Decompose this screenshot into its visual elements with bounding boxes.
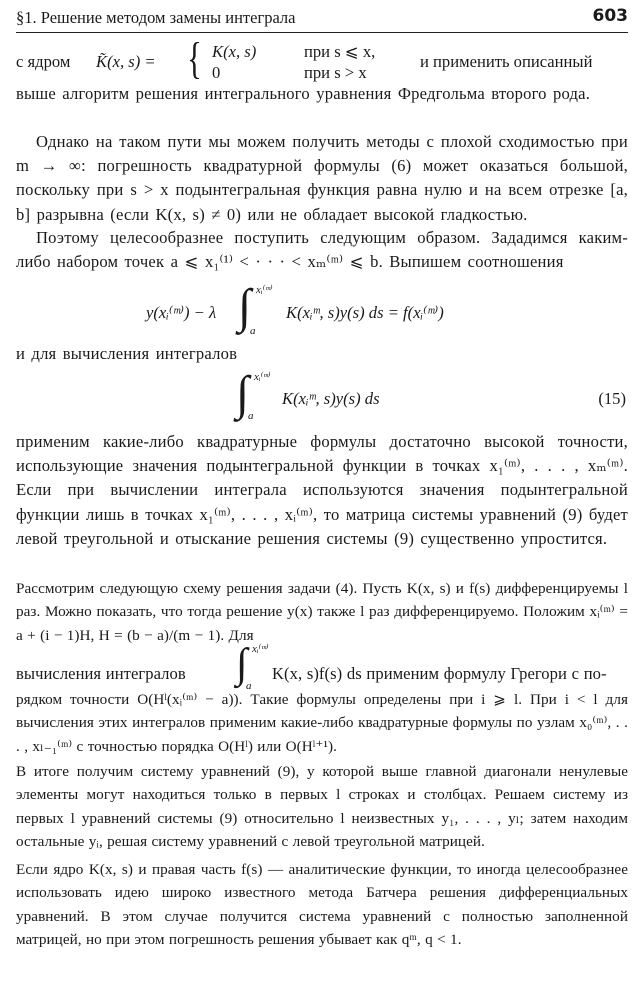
integral-sign: ∫ bbox=[238, 280, 252, 333]
section-title: §1. Решение методом замены интеграла bbox=[16, 8, 296, 27]
eq2-upper-limit: xᵢ⁽ᵐ⁾ bbox=[254, 371, 271, 383]
small-paragraph-scheme: Рассмотрим следующую схему решения задачи (4). Пусть K(x, s) и f(s) дифференцируемы l раз. Можно показать, что тогда решение y(x) также l раз дифференцируемо. Положим xᵢ⁽ᵐ⁾ = a + (i − 1)H, H = (b − a)/(m − 1). Для bbox=[16, 580, 628, 644]
small-int-upper: xᵢ⁽ᵐ⁾ bbox=[252, 643, 269, 655]
integral-sign: ∫ bbox=[236, 641, 248, 687]
kernel-prefix: с ядром bbox=[16, 52, 71, 71]
kernel-suffix: и применить описанный bbox=[420, 52, 593, 71]
eq2-lower-limit: a bbox=[248, 410, 254, 422]
case1-cond: при s ⩽ x, bbox=[304, 42, 376, 61]
kernel-lhs: K̃(x, s) = bbox=[96, 52, 156, 71]
eq1-lhs: y(xᵢ⁽ᵐ⁾) − λ bbox=[146, 303, 217, 322]
small-paragraph-system: В итоге получим систему уравнений (9), у которой выше главной диагонали ненулевые элементы могут находиться только в первых l строках и столбцах. Решаем систему из первых l уравнений системы (9) относительно l неизвестных y₁, . . . , yₗ; затем находим остальные yᵢ, решая систему уравнений с левой треугольной матрицей. bbox=[16, 763, 628, 850]
small-int-integrand: K(x, s)f(s) ds применим формулу Грегори с по- bbox=[272, 664, 607, 683]
small-int-prefix: вычисления интегралов bbox=[16, 664, 186, 683]
paragraph-procedure: Поэтому целесообразнее поступить следующим образом. Зададимся каким-либо набором точек a ⩽ x₁⁽¹⁾ < · · · < xₘ⁽ᵐ⁾ ⩽ b. Выпишем соотношения bbox=[16, 228, 628, 272]
eq2-integrand: K(xᵢᵐ, s)y(s) ds bbox=[282, 389, 380, 408]
paragraph-convergence: Однако на таком пути мы можем получить методы с плохой сходимостью при m → ∞: погрешность квадратурной формулы (6) может оказаться большой, поскольку при s > x подынтегральная функция равна нулю и на всем отрезке [a, b] разрывна (если K(x, s) ≠ 0) или не обладает высокой гладкостью. bbox=[16, 132, 628, 224]
case2-expr: 0 bbox=[212, 63, 221, 82]
small-paragraph-gregory: рядком точности O(Hˡ(xᵢ⁽ᵐ⁾ − a)). Такие формулы определены при i ⩾ l. При i < l для вычисления этих интегралов применим какие-либо квадратурные формулы по узлам x₀⁽ᵐ⁾, . . . , xₗ₋₁⁽ᵐ⁾ с точностью порядка O(Hˡ) или O(Hˡ⁺¹). bbox=[16, 691, 628, 755]
small-int-lower: a bbox=[246, 680, 252, 692]
small-paragraph-butcher: Если ядро K(x, s) и правая часть f(s) — аналитические функции, то иногда целесообразнее использовать идею широко известного метода Батчера решения дифференциальных уравнений. В этом случае получится система уравнений с полностью заполненной матрицей, но при этом погрешность решения убывает как qᵐ, q < 1. bbox=[16, 861, 628, 948]
integral-sign: ∫ bbox=[236, 367, 250, 420]
paragraph-quadrature: применим какие-либо квадратурные формулы достаточно высокой точности, использующие значения подынтегральной функции в точках x₁⁽ᵐ⁾, . . . , xₘ⁽ᵐ⁾. Если при вычислении интеграла используются значения подынтегральной функции лишь в точках x₁⁽ᵐ⁾, . . . , xᵢ⁽ᵐ⁾, то матрица системы уравнений (9) будет левой треугольной и отыскание решения системы (9) существенно упростится. bbox=[16, 432, 628, 548]
case1-expr: K(x, s) bbox=[212, 42, 257, 61]
running-header bbox=[16, 4, 628, 30]
page-number: 603 bbox=[592, 6, 628, 26]
equation-number: (15) bbox=[598, 389, 626, 408]
cases-brace: { bbox=[187, 34, 202, 83]
text-between-equations: и для вычисления интегралов bbox=[16, 344, 238, 363]
case2-cond: при s > x bbox=[304, 63, 367, 82]
header-rule bbox=[16, 32, 628, 33]
eq1-integrand: K(xᵢᵐ, s)y(s) ds = f(xᵢ⁽ᵐ⁾) bbox=[286, 303, 444, 322]
eq1-upper-limit: xᵢ⁽ᵐ⁾ bbox=[256, 284, 273, 296]
paragraph-continuation: выше алгоритм решения интегрального уравнения Фредгольма второго рода. bbox=[16, 84, 591, 103]
eq1-lower-limit: a bbox=[250, 325, 256, 337]
